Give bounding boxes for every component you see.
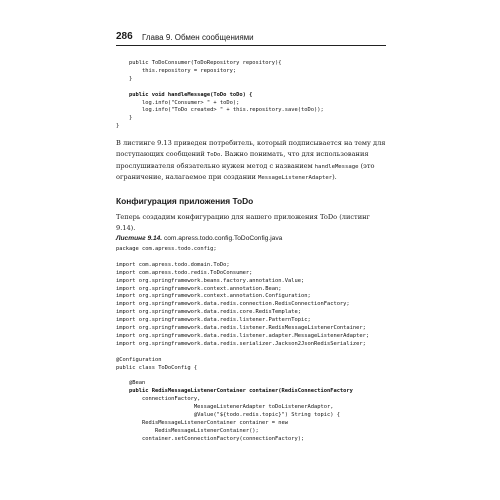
paragraph-text: В листинге 9.13 приведен потребитель, который подписывается на тему для поступающих сообщений [116,139,386,158]
page-number: 286 [116,31,133,42]
code-line: @Value("${todo.redis.topic}") String topic) { [116,412,340,419]
inline-code: ToDo [206,151,221,158]
paragraph-listener [116,138,388,184]
section-title: Конфигурация приложения ToDo [116,196,254,206]
code-line: import org.springframework.data.redis.listener.adapter.MessageListenerAdapter; [116,332,370,339]
paragraph-text: . Важно понимать, что для использования прослушивателя обязательно нужен метод с названием [116,149,369,170]
paragraph-text: (это ограничение, налагаемое при создании [116,161,375,182]
code-line: public void handleMessage(ToDo toDo) { [116,91,253,98]
inline-code: MessageListenerAdapter [257,175,333,182]
code-line: log.info("ToDo created> " + this.repository.save(toDo)); [116,107,324,114]
code-block-listing [116,246,369,444]
code-line: } [116,123,120,130]
paragraph-config: Теперь создадим конфигурацию для нашего приложения ToDo (листинг 9.14). [116,213,370,232]
code-line: import org.springframework.context.annotation.Bean; [116,285,282,292]
code-line: public class ToDoConfig { [116,364,198,371]
code-block-top [116,60,324,131]
listing-number: Листинг 9.14. [116,235,163,242]
code-line: RedisMessageListenerContainer container = new [116,419,289,426]
listing-caption [116,234,282,243]
code-line: import org.springframework.data.redis.connection.RedisConnectionFactory; [116,301,350,308]
code-line: } [116,75,133,82]
listing-file: com.apress.todo.config.ToDoConfig.java [163,235,283,242]
code-line: } [116,115,133,122]
paragraph-text: ). [332,173,337,182]
code-line: import org.springframework.data.redis.listener.PatternTopic; [116,317,311,324]
code-line: @Configuration [116,356,162,363]
code-line: package com.apress.todo.config; [116,246,217,252]
code-line: import com.apress.todo.domain.ToDo; [116,261,230,268]
inline-code: handleMessage [314,163,359,170]
page-header [116,31,386,46]
code-line: this.repository = repository; [116,67,237,74]
code-line: import org.springframework.data.redis.listener.RedisMessageListenerContainer; [116,325,366,332]
code-line: connectionFactory, [116,396,201,403]
code-line: RedisMessageListenerContainer(); [116,427,259,434]
code-line: @Bean [116,380,146,387]
code-line: container.setConnectionFactory(connectionFactory); [116,435,305,442]
code-line: public ToDoConsumer(ToDoRepository repository){ [116,60,282,66]
code-line: public RedisMessageListenerContainer container(RedisConnectionFactory [116,388,353,395]
code-line: import com.apress.todo.redis.ToDoConsumer; [116,269,253,276]
code-line: import org.springframework.beans.factory.annotation.Value; [116,277,305,284]
code-line: import org.springframework.data.redis.serializer.Jackson2JsonRedisSerializer; [116,340,366,347]
code-line: MessageListenerAdapter toDoListenerAdaptor, [116,404,334,411]
code-line: log.info("Consumer> " + toDo); [116,99,240,106]
code-line: import org.springframework.context.annotation.Configuration; [116,293,311,300]
code-line: import org.springframework.data.redis.core.RedisTemplate; [116,309,301,316]
chapter-title: Глава 9. Обмен сообщениями [142,33,254,42]
